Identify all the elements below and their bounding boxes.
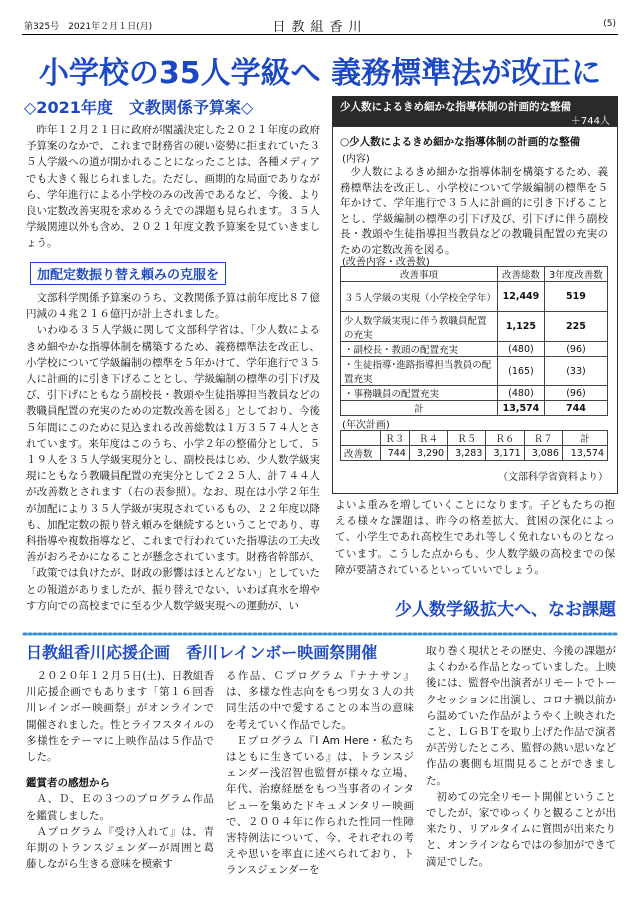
event-paragraph: Ａ、Ｄ、Ｅの３つのプログラム作品を鑑賞しました。 [26,793,214,822]
event-paragraph: ２０２０年１２月５日(土)、日教組香川応援企画でもあります「第１６回香川レインボー映画祭」がオンラインで開催されました。性とライフスタイルの多様性をテーマに上映作品は５作品でした。 [26,670,214,764]
event-paragraph: Ａプログラム『受け入れて』は、青年期のトランスジェンダーが周囲と葛藤しながら生きる意味を模索す [26,825,214,871]
page-number: (5) [603,19,616,29]
article-continuation: よいよ重みを増していくことになります。子どもたちの抱える様々な課題は、昨今の格差拡大、貧困の深化によって、小学生であれ高校生であれ等しく免れないものとなっています。こうした点からも、少人数学級の高校までの保障が要請されているといっていいでしょう。 [335,499,615,576]
table-cell-year: (96) [544,342,607,357]
table-cell-item: 計 [341,401,498,416]
annual-plan-table [340,430,608,461]
main-headline: 小学校の35人学級へ 義務標準法が改正に [38,56,602,91]
source-credit: （文部科学省資料より） [498,472,608,483]
table-row [341,386,608,401]
section-title: 加配定数振り替え頼みの克服を [30,262,226,285]
table-cell-total: 13,574 [498,401,545,416]
table-header-cell: Ｒ６ [486,431,524,446]
table-cell: 改善数 [341,446,381,461]
table-cell: 3,283 [448,446,486,461]
table-cell-year: 519 [544,282,607,312]
event-paragraph: 取り巻く現状とその歴史、今後の課題がよくわかる作品となっていました。上映後には、監督や出演者がリモートでトークセッションに出演し、コロナ禍以前から温めていた作品がようやく上映されたこと、ＬＧＢＴを取り上げた作品で演者が苦労したところ、監督の熱い思いなど作品の裏側も垣間見ることができました。 [426,645,616,787]
event-subheading: 鑑賞者の感想から [26,777,110,790]
intro-article [26,122,320,252]
table-cell-total: 1,125 [498,312,545,342]
table-header-cell [341,431,381,446]
event-paragraph: 初めての完全リモート開催ということでしたが、家でゆっくりと観ることが出来たり、リアルタイムに質問が出来たりと、オンラインならではの参加ができて満足でした。 [426,790,616,868]
issue-date: 第325号 2021年２月１日(月) [24,22,153,32]
intro-paragraph: 昨年１２月２１日に政府が閣議決定した２０２１年度の政府予算案のなかで、これまで財務省の硬い姿勢に拒まれていた３５人学級への道が開かれることになったことは、各種メディアでも大きく報じられました。ただし、画期的な局面でありながら、学年進行による小学校のみの改善であるなど、今後、より良い定数改善実現を求めるうえでの課題も見られます。３５人学級関連以外も含め、２０２１年度文教予算案を見ていきましょう。 [26,124,320,250]
event-paragraph: Ｅプログラム『I Am Here・私たちはともに生きている』は、トランスジェンダー浅沼智也監督が様々な立場、年代、治療経歴をもつ当事者のインタビューを集めたドキュメンタリー映画で、２００４年に作られた性同一性障害特例法について、今、それぞれの考えや思いを率直に述べられており、トランスジェンダーを [226,734,414,877]
table-cell-total: (165) [498,357,545,386]
table-row [341,357,608,386]
header-rule [22,34,618,35]
table-cell-item: ・生徒指導･進路指導担当教員の配置充実 [341,357,498,386]
table1-label: (改善内容・改善数) [342,257,430,268]
sidebar-header-number: ＋744人 [570,116,610,127]
event-headline: 日教組香川応援企画 香川レインボー映画祭開催 [26,643,378,662]
slogan-headline: 少人数学級拡大へ、なお課題 [395,600,616,620]
main-paragraph-2: いわゆる３５人学級に関して文部科学省は、「少人数によるきめ細やかな指導体制を構築するため、義務標準法を改正し、小学校について学級編制の標準を５年かけて、学年進行で３５人に計画的に引き下げることとし、学級編制の標準の引下げ及び、引下げにともなう副校長・教頭や生徒指導担当教員などの教職員配置の充実のための定数改善を図る」としており、今後５年間にこのために見込まれる改善総数は１万３５７４人とされています。来年度はこのうち、小学２年の整備分として、５１９人を３５人学級実現分とし、副校長はじめ、少人数学級実現にともなう教職員配置の充実分として２２５人、計７４４人が改善数とされます（右の表参照）。なお、現在は小学２年生が加配により３５人学級が実現されているもの、２２年度以降も、加配定数の振り替え頼みを継続するということであり、専科指導や複数指導など、これまで行われていた指導法の工夫改善がおろそかになることが懸念されています。財務省幹部が、「政策では負けたが、財政の影響はほとんどない」としていたとの報道がありましたが、振り替えでない、いわば真水を増やす方向での高校までに至る少人数学級実現への運動が、い [26,324,320,612]
table-cell-year: 225 [544,312,607,342]
sidebar-content-text: 少人数によるきめ細かな指導体制を構築するため、義務標準法を改正し、小学校について学級編制の標準を５年かけて、学年進行で３５人に計画的に引き下げることとし、学級編制の標準の引下げ及び、引下げに伴う副校長・教頭や生徒指導担当教員などの教職員配置の充実のための定数改善を図る。 [340,166,608,256]
table-row [341,312,608,342]
event-column-1 [26,668,214,872]
table-cell-year: (96) [544,386,607,401]
table2-label: (年次計画) [342,420,390,431]
dotted-divider [22,631,618,637]
table-cell-year: (33) [544,357,607,386]
table-cell-item: ・事務職員の配置充実 [341,386,498,401]
table-row [341,342,608,357]
table-row [341,282,608,312]
table-cell-total: (480) [498,386,545,401]
table-row [341,446,608,461]
table-header-cell: 改善事項 [341,267,498,282]
table-header-row [341,267,608,282]
table-cell-total: (480) [498,342,545,357]
table-cell-year: 744 [544,401,607,416]
content-label: (内容) [342,154,370,165]
main-article [26,290,320,614]
newspaper-title: 日教組香川 [272,20,368,35]
table-header-cell: 改善総数 [498,267,545,282]
table-cell-item: 少人数学級実現に伴う教職員配置の充実 [341,312,498,342]
table-header-cell: 計 [562,431,607,446]
table-cell: 744 [380,446,409,461]
sidebar-box-title: ○少人数によるきめ細かな指導体制の計画的な整備 [340,136,581,148]
table-cell-item: ・副校長・教頭の配置充実 [341,342,498,357]
event-column-2 [226,668,414,879]
sidebar-header-title: 少人数によるきめ細かな指導体制の計画的な整備 [340,101,571,113]
table-cell: 3,290 [409,446,447,461]
table-cell-total: 12,449 [498,282,545,312]
table-header-cell: Ｒ４ [409,431,447,446]
main-paragraph-1: 文部科学関係予算案のうち、文教関係予算は前年度比８７億円減の４兆２１６億円が計上されました。 [26,292,320,321]
table-header-cell: Ｒ７ [524,431,562,446]
table-cell: 3,086 [524,446,562,461]
sidebar-header [332,96,618,126]
improvement-table [340,266,608,416]
table-cell: 13,574 [562,446,607,461]
table-total-row [341,401,608,416]
table-cell: 3,171 [486,446,524,461]
event-column-3 [426,643,616,870]
sub-headline: ◇2021年度 文教関係予算案◇ [24,98,254,117]
table-header-row [341,431,608,446]
table-header-cell: Ｒ５ [448,431,486,446]
table-header-cell: 3年度改善数 [544,267,607,282]
table-header-cell: Ｒ３ [380,431,409,446]
sidebar-content [340,165,608,259]
event-paragraph: る作品、Ｃプログラム『ナナサン』は、多様な性志向をもつ男女３人の共同生活の中で愛することの本当の意味を考えていく作品でした。 [226,670,414,731]
table-cell-item: ３５人学級の実現（小学校全学年） [341,282,498,312]
